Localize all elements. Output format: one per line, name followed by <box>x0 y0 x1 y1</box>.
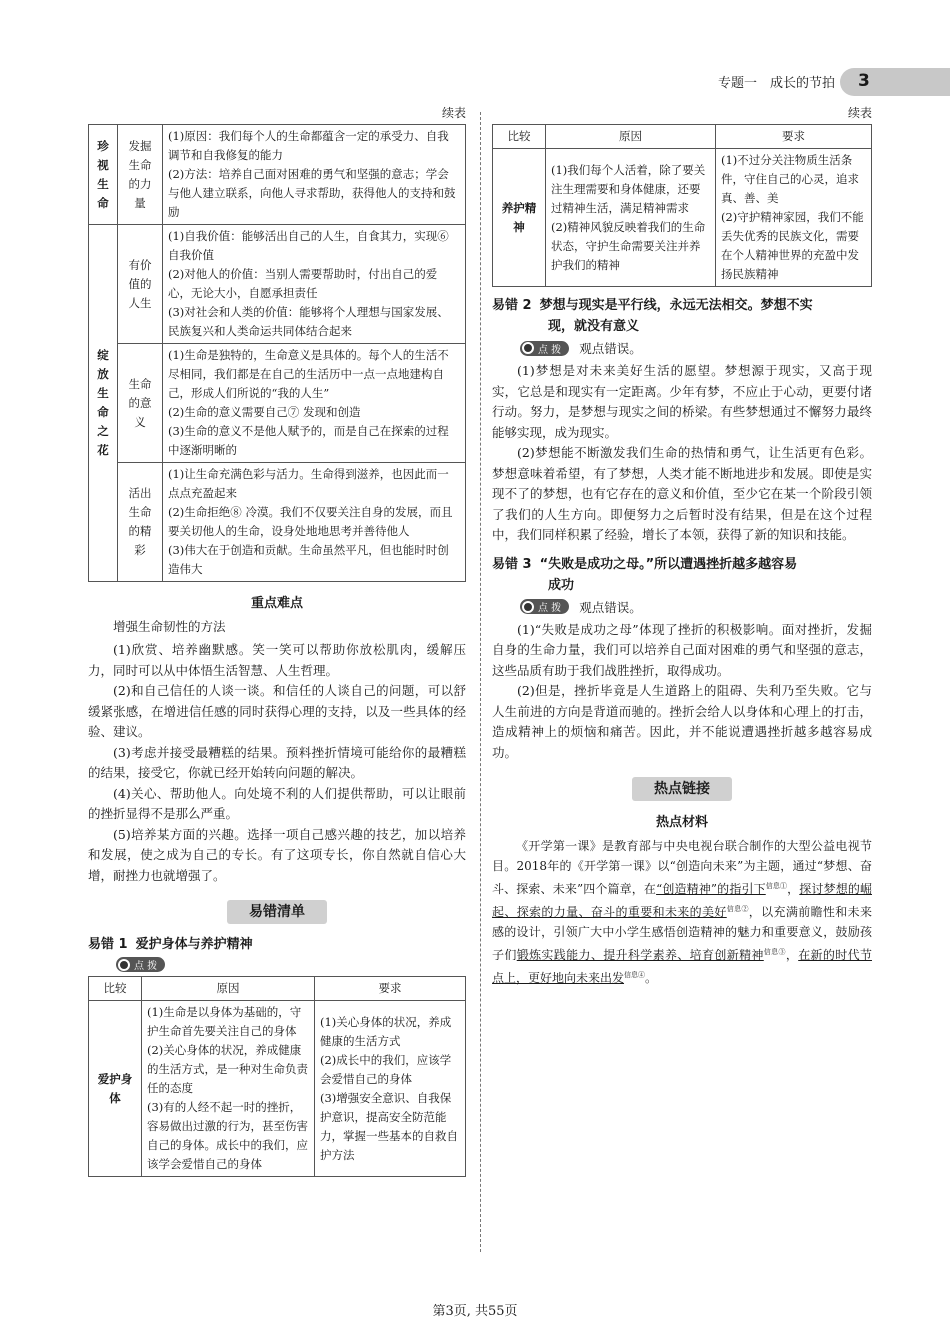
content-line: (2)精神风貌反映着我们的生命状态，守护生命需要关注并养护我们的精神 <box>551 219 706 272</box>
table-row <box>89 125 466 225</box>
content-line: (2)生命的意义需要自己⑦ 发现和创造 <box>168 405 361 419</box>
content-line: (3)增强安全意识、自我保护意识，提高安全防范能力，掌握一些基本的自救自护方法 <box>320 1090 458 1162</box>
content-line: (1)自我价值：能够活出自己的人生，自食其力，实现⑥ 自我价值 <box>168 229 449 262</box>
reason-cell <box>546 149 716 287</box>
left-column <box>88 104 466 1177</box>
tip-badge-2: 点 拨 观点错误。 <box>520 339 872 357</box>
continued-label: 续表 <box>441 106 466 120</box>
section-banner-hot: 热点链接 <box>632 777 732 801</box>
content-line: (1)让生命充满色彩与活力。生命得到滋养，也因此而一点点充盈起来 <box>168 467 449 500</box>
paragraph: (1)梦想是对未来美好生活的愿望。梦想源于现实，又高于现实，它总是和现实有一定距离。少年有梦，不应止于心动，更要付诸行动。努力，是梦想与现实之间的桥梁。有些梦想通过不懈努力最终能够实现，成为现实。 <box>492 363 872 440</box>
tip-icon <box>522 601 534 613</box>
column-divider <box>480 112 481 1252</box>
content-line: (2)关心身体的状况，养成健康的生活方式，是一种对生命负责任的态度 <box>147 1043 308 1095</box>
table-row <box>89 344 466 463</box>
row-category: 绽放生命之花 <box>89 225 118 582</box>
table-header: 原因 <box>142 977 315 1001</box>
content-line: (2)方法：培养自己面对困难的勇气和坚强的意志；学会与他人建立联系，向他人寻求帮助，获得他人的支持和鼓励 <box>168 167 456 219</box>
continued-label: 续表 <box>847 106 872 120</box>
page-number-tab <box>840 68 950 96</box>
table-row <box>89 1001 466 1177</box>
table-header: 要求 <box>716 125 872 149</box>
content-line: (2)成长中的我们，应该学会爱惜自己的身体 <box>320 1052 452 1086</box>
content-line: (3)对社会和人类的价值：能够将个人理想与国家发展、民族复兴和人类命运共同体结合起来 <box>168 305 449 338</box>
table-header: 要求 <box>315 977 466 1001</box>
section-banner-errors: 易错清单 <box>227 900 327 924</box>
comparison-table-body <box>88 976 466 1177</box>
tip-icon <box>118 959 130 971</box>
tip-icon <box>522 342 534 354</box>
tip-badge-1: 点 拨 <box>116 957 466 972</box>
paragraph: (2)梦想能不断激发我们生命的热情和勇气，让生活更有色彩。梦想意味着希望，有了梦想，人类才能不断地进步和发展。即使是实现不了的梦想，也有它存在的意义和价值，至少它在某一个阶段引领了我们的人生方向。即便努力之后暂时没有结果，但是在这个过程中，我们同样积累了经验，增长了本领，获得了新的知识和技能。 <box>492 445 872 542</box>
error-1-title: 易错 1 爱护身体与养护精神 <box>88 937 253 952</box>
requirement-cell <box>315 1001 466 1177</box>
content-line: (1)关心身体的状况，养成健康的生活方式 <box>320 1014 452 1048</box>
row-subcategory: 生命的意义 <box>118 344 163 463</box>
key-points-paragraphs <box>88 640 466 886</box>
content-line: (3)有的人经不起一时的挫折，容易做出过激的行为，甚至伤害自己的身体。成长中的我们，应该学会爱惜自己的身体 <box>147 1100 308 1171</box>
content-line: (1)不过分关注物质生活条件，守住自己的心灵，追求真、善、美 <box>721 153 859 205</box>
content-line: (1)原因：我们每个人的生命都蕴含一定的承受力、自我调节和自我修复的能力 <box>168 129 449 162</box>
row-content <box>163 463 466 582</box>
reason-cell <box>142 1001 315 1177</box>
key-points-subheading: 增强生命韧性的方法 <box>113 619 226 634</box>
row-subcategory: 活出生命的精彩 <box>118 463 163 582</box>
paragraph: (3)考虑并接受最糟糕的结果。预料挫折情境可能给你的最糟糕的结果，接受它，你就已经开始转向问题的解决。 <box>88 744 466 780</box>
content-line: (3)生命的意义不是他人赋予的，而是自己在探索的过程中逐渐明晰的 <box>168 424 449 457</box>
paragraph: (2)但是，挫折毕竟是人生道路上的阻碍、失利乃至失败。它与人生前进的方向是背道而驰的。挫折会给人以身体和心理上的打击，造成精神上的烦恼和痛苦。因此，并不能说遭遇挫折越多越容易成功。 <box>492 683 872 760</box>
error-3-title: 易错 3 “失败是成功之母。”所以遭遇挫折越多越容易 成功 <box>492 556 798 593</box>
row-subcategory: 有价值的人生 <box>118 225 163 344</box>
row-content <box>163 125 466 225</box>
error-2-title: 易错 2 梦想与现实是平行线，永远无法相交。梦想不实 现，就没有意义 <box>492 298 813 334</box>
table-header: 比较 <box>89 977 142 1001</box>
table-header: 原因 <box>546 125 716 149</box>
content-line: (1)生命是以身体为基础的，守护生命首先要关注自己的身体 <box>147 1005 302 1038</box>
table-header: 比较 <box>493 125 546 149</box>
paragraph: (1)欣赏、培养幽默感。笑一笑可以帮助你放松肌肉，缓解压力，同时可以从中体悟生活智慧、人生哲理。 <box>88 642 466 678</box>
error-3-paragraphs <box>492 620 872 764</box>
page-footer: 第3页, 共55页 <box>432 1304 518 1319</box>
content-line: (2)对他人的价值：当别人需要帮助时，付出自己的爱心，无论大小，自愿承担责任 <box>168 267 438 300</box>
paragraph: (4)关心、帮助他人。向处境不利的人们提供帮助，可以让眼前的挫折显得不是那么严重。 <box>88 785 466 821</box>
right-column <box>492 104 872 988</box>
row-content <box>163 344 466 463</box>
content-line: (2)生命拒绝⑧ 冷漠。我们不仅要关注自身的发展，而且要关切他人的生命，设身处地地思考并善待他人 <box>168 505 453 538</box>
table-row <box>493 149 872 287</box>
comparison-table-spirit <box>492 124 872 287</box>
page-number: 3 <box>858 71 870 91</box>
summary-table <box>88 124 466 582</box>
hot-material-heading: 热点材料 <box>655 815 708 830</box>
row-category: 养护精神 <box>493 149 546 287</box>
hot-material-text: 《开学第一课》是教育部与中央电视台联合制作的大型公益电视节目。2018年的《开学第一课》以“创造向未来”为主题，通过“梦想、奋斗、探索、未来”四个篇章，在“创造精神”的指引下$^{信息①}$，探讨梦想的崛起、探索的力量、奋斗的重要和未来的美好$^{信息②}$，以充满前瞻性和未来感的设计，引领广大中小学生感悟创造精神的魅力和重要意义，鼓励孩子们锻炼实践能力、提升科学素养、培育创新精神$^{信息③}$，在新的时代节点上，更好地向未来出发$^{信息④}$。 <box>492 839 872 985</box>
row-category: 珍视生命 <box>89 125 118 225</box>
requirement-cell <box>716 149 872 287</box>
content-line: (2)守护精神家园，我们不能丢失优秀的民族文化，需要在个人精神世界的充盈中发扬民族精神 <box>721 210 864 281</box>
table-row <box>89 463 466 582</box>
table-row <box>89 225 466 344</box>
paragraph: (5)培养某方面的兴趣。选择一项自己感兴趣的技艺，加以培养和发展，使之成为自己的专长。有了这项专长，你自然就自信心大增，耐挫力也就增强了。 <box>88 826 466 883</box>
content-line: (3)伟大在于创造和贡献。生命虽然平凡，但也能时时创造伟大 <box>168 543 449 576</box>
row-content <box>163 225 466 344</box>
content-line: (1)我们每个人活着，除了要关注生理需要和身体健康，还要过精神生活，满足精神需求 <box>551 162 706 215</box>
row-subcategory: 发掘生命的力量 <box>118 125 163 225</box>
tip-badge-3: 点 拨 观点错误。 <box>520 598 872 616</box>
running-header-topic: 专题一 成长的节拍 <box>718 76 836 91</box>
content-line: (1)生命是独特的，生命意义是具体的。每个人的生活不尽相同，我们都是在自己的生活历中一点一点地建构自己，形成人们所说的“我的人生” <box>168 348 449 400</box>
paragraph: (1)“失败是成功之母”体现了挫折的积极影响。面对挫折，发掘自身的生命力量，我们可以培养自己面对困难的勇气和坚强的意志，这些品质有助于我们战胜挫折，取得成功。 <box>492 621 872 678</box>
key-points-heading: 重点难点 <box>250 596 303 611</box>
row-category: 爱护身体 <box>89 1001 142 1177</box>
error-2-paragraphs <box>492 361 872 546</box>
paragraph: (2)和自己信任的人谈一谈。和信任的人谈自己的问题，可以舒缓紧张感，在增进信任感的同时获得心理的支持，以及一些具体的经验、建议。 <box>88 683 466 739</box>
